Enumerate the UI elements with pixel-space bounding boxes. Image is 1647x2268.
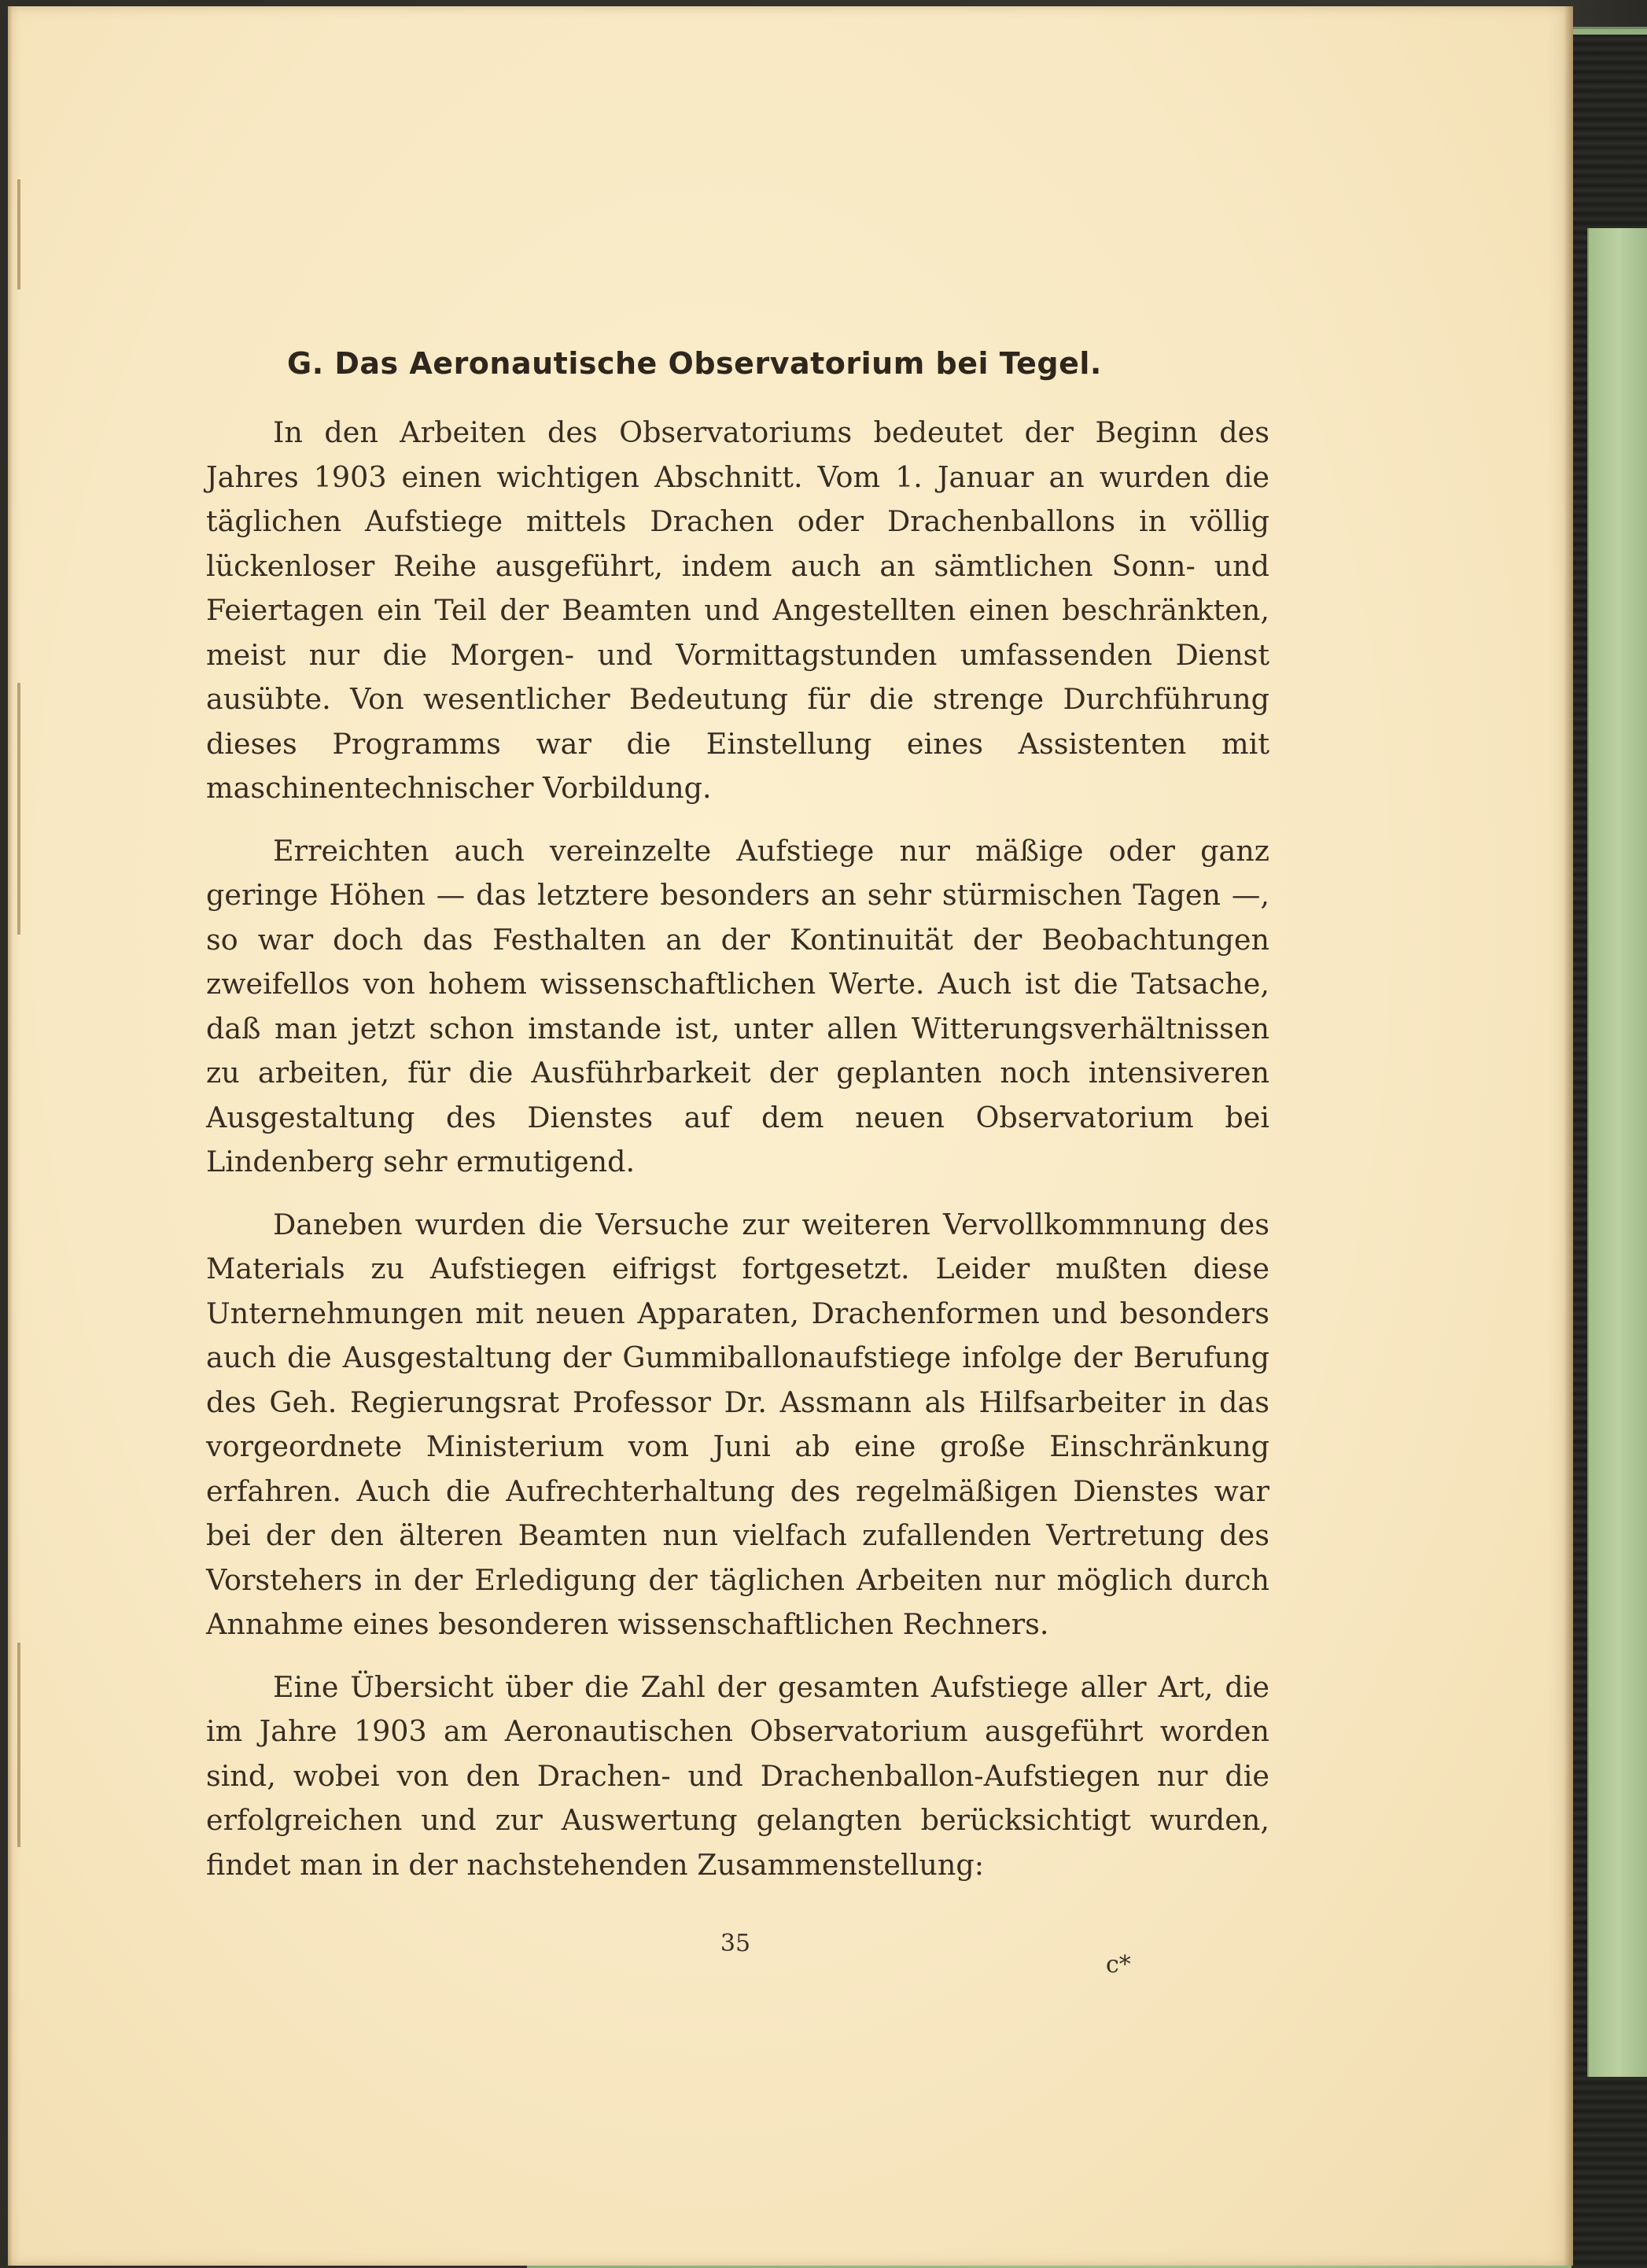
spine-cloth [1587, 228, 1647, 2077]
signature-mark: c* [1106, 1951, 1131, 1979]
page-number: 35 [720, 1930, 751, 1957]
margin-mark [17, 179, 20, 289]
page-right-edge [1564, 6, 1573, 2266]
margin-mark [17, 1643, 20, 1847]
paragraph: In den Arbeiten des Observatoriums bedeutet der Beginn des Jahres 1903 einen wichtigen Abschnitt. Vom 1. Januar an wurden die täglichen Aufstiege mittels Drachen oder Drachenballons in völlig lückenloser Reihe ausgeführt, indem auch an sämtlichen Sonn- und Feiertagen ein Teil der Beamten und Angestellten einen beschränkten, meist nur die Morgen- und Vormittagstunden umfassenden Dienst ausübte. Von wesentlicher Bedeutung für die strenge Durchführung dieses Programms war die Einstellung eines Assistenten mit maschinentechnischer Vorbildung. [206, 415, 1269, 805]
paragraph: Eine Übersicht über die Zahl der gesamten Aufstiege aller Art, die im Jahre 1903 am Aeronautischen Observatorium ausgeführt worden sind, wobei von den Drachen- und Drachenballon-Aufstiegen nur die erfolgreichen und zur Auswertung gelangten berücksichtigt wurden, findet man in der nachstehenden Zusammenstellung: [206, 1669, 1269, 1882]
paragraph: Daneben wurden die Versuche zur weiteren Vervollkommnung des Materials zu Aufstiegen eifrigst fortgesetzt. Leider mußten diese Unternehmungen mit neuen Apparaten, Drachenformen und besonders auch die Ausgestaltung der Gummiballonaufstiege infolge der Berufung des Geh. Regierungsrat Professor Dr. Assmann als Hilfsarbeiter in das vorgeordnete Ministerium vom Juni ab eine große Einschränkung erfahren. Auch die Aufrechterhaltung des regelmäßigen Dienstes war bei der den älteren Beamten nun vielfach zufallenden Vertretung des Vorstehers in der Erledigung der täglichen Arbeiten nur möglich durch Annahme eines besonderen wissenschaftlichen Rechners. [206, 1207, 1269, 1641]
body-text [206, 411, 1269, 1905]
paragraph: Erreichten auch vereinzelte Aufstiege nur mäßige oder ganz geringe Höhen — das letztere besonders an sehr stürmischen Tagen —, so war doch das Festhalten an der Kontinuität der Beobachtungen zweifellos von hohem wissenschaftlichen Werte. Auch ist die Tatsache, daß man jetzt schon imstande ist, unter allen Witterungsverhältnissen zu arbeiten, für die Ausführbarkeit der geplanten noch intensiveren Ausgestaltung des Dienstes auf dem neuen Observatorium bei Lindenberg sehr ermutigend. [206, 833, 1269, 1178]
section-heading: G. Das Aeronautische Observatorium bei Tegel. [287, 346, 1102, 381]
page-left-edge [8, 6, 13, 2266]
margin-mark [17, 683, 20, 935]
